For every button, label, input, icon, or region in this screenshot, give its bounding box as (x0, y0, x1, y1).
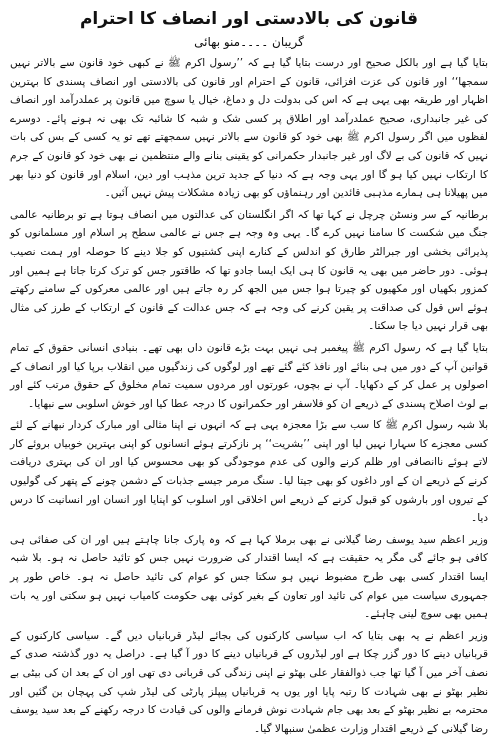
paragraph: بتایا گیا ہے اور بالکل صحیح اور درست بتایا گیا ہے کہ ’’رسول اکرم ﷺ نے کبھی خود قانون سے بالاتر نہیں سمجھا‘‘ اور قانون کی عزت افزائی، قانون کے احترام اور قانون کی بالادستی اور انصاف پسندی کا بہترین اظہار اور طریقہ بھی یہی ہے کہ اس کی بدولت دل و دماغ، خیال یا سوچ میں قانون پر عملدرآمد اور انصاف کی غیر جانبداری، صحیح عملدرآمد اور اطلاق پر کسی شک و شبہ کا شائبہ تک بھی نہ ہونے پائے۔ دوسرے لفظوں میں اگر رسول اکرم ﷺ بھی خود کو قانون سے بالاتر نہیں سمجھتے تھے تو یہ کسی کے بس کی بات نہیں کہ قانون کی بے لاگ اور غیر جانبدار حکمرانی کو یقینی بنانے والے منتظمین نے بھی خود کو قانون کے جرم کا ارتکاب نہیں کیا ہو گا اور یہی وجہ ہے کہ دنیا کے جدید ترین مذہب اور دین، اسلام اور قانون کو دنیا بھر میں پھیلانا ہی ہمارے مذہبی قائدین اور رہنماؤں کو بھی زیادہ مشکلات پیش نہیں آئیں۔ (10, 57, 488, 200)
paragraph: وزیر اعظم نے یہ بھی بتایا کہ اب سیاسی کارکنوں کی بجائے لیڈر قربانیاں دیں گے۔ سیاسی کارکنوں کے قربانیاں دینے کا دور گزر چکا ہے اور لیڈروں کے قربانیاں دینے کا دور آ گیا ہے۔ دراصل یہ دور گذشتہ صدی کے نصف آخر میں آ گیا تھا جب ذوالفقار علی بھٹو نے اپنی زندگی کی قربانی دی تھی اور ان کے بعد ان کی بیٹی بے نظیر بھٹو نے بھی شہادت کا رتبہ پایا اور یوں یہ قربانیاں پیپلز پارٹی کی لیڈر شپ کی پہچان بن گئیں اور محترمہ بے نظیر بھٹو کے بعد بھی جام شہادت نوش فرمانے والوں کی قیادت کا درجہ رکھنے کے بعد سید یوسف رضا گیلانی کے ذریعے اقتدار وزارت عظمیٰ سنبھالا گیا۔ (10, 629, 488, 735)
paragraph: وزیر اعظم سید یوسف رضا گیلانی نے بھی برملا کہا ہے کہ وہ پارک جانا چاہتے ہیں اور ان کی صفائی ہی کافی ہو جائے گی مگر یہ حقیقت ہے کہ ایسا اقتدار کی ضرورت نہیں جس کو تائید حاصل نہ ہو۔ بلا شبہ ایسا اقتدار کسی بھی طرح مضبوط نہیں ہو سکتا جس کو عوام کی تائید حاصل نہ ہو۔ خاص طور پر جمہوری سیاست میں عوام کی تائید اور تعاون کے بغیر کوئی بھی حکومت کامیاب نہیں ہو سکتی اور یہ بات ہمیں بھی سوچ لینی چاہئے۔ (10, 533, 488, 621)
article-title: قانون کی بالادستی اور انصاف کا احترام (79, 9, 419, 29)
article-body (10, 54, 488, 738)
paragraph: بلا شبہ رسول اکرم ﷺ کا سب سے بڑا معجزہ یہی ہے کہ انہوں نے اپنا مثالی اور مبارک کردار نبھانے کے لئے کسی معجزے کا سہارا نہیں لیا اور اپنی ’’بشریت‘‘ پر نازکرتے ہوئے انسانوں کو اپنی بہترین خوبیاں بروئے کار لاتے ہوئے ناانصافی اور ظلم کرنے والوں کی عدم موجودگی کو بھی محسوس کیا اور ان کی بہتری دریافت کرنے کے ذریعے ان کے اور داغوں کو بھی جیتا لیا۔ سنگ مرمر جیسے جذبات کے دشمن چونے کے پتھر کی گولیوں کے تیروں اور بارشوں کو قبول کرنے کے ذریعے اس اخلاقی اور اسلوب کو اپنایا اور انسان اور انسانیت کا درس دیا۔ (10, 419, 488, 525)
paragraph: بتایا گیا ہے کہ رسول اکرم ﷺ پیغمبر ہی نہیں بہت بڑے قانون داں بھی تھے۔ بنیادی انسانی حقوق کے تمام قوانین آپ کے دور میں ہی بنائے اور نافذ کئے گئے تھے اور لوگوں کی زندگیوں میں انقلاب برپا کیا اور انصاف کے اصولوں پر عمل کر کے دکھایا۔ آپ نے بچوں، عورتوں اور مردوں سمیت تمام مخلوق کے حقوق مرتب کئے اور بے لوث اصلاح پسندی کے ذریعے ان کو فلاسفر اور حکمرانوں کا درجہ عطا کیا اور خوش اسلوبی سے نبھایا۔ (10, 341, 488, 410)
paragraph: برطانیہ کے سر ونسٹن چرچل نے کہا تھا کہ اگر انگلستان کی عدالتوں میں انصاف ہوتا ہے تو برطانیہ عالمی جنگ میں شکست کا سامنا نہیں کرے گا۔ یہی وہ وجہ ہے جس نے عالمی سطح پر اسلام اور مسلمانوں کو پذیرائی بخشی اور جبرالٹر طارق کو اندلس کے کنارے اپنی کشتیوں کو جلا دینے کا حوصلہ اور ہمت نصیب ہوئی۔ دور حاضر میں بھی یہ قانون کا ہی ایک ایسا جادو تھا کہ طاقتور جس کو ترک کرتا جاتا ہے ہمیں اور کمزور بکھیاں اور مکھیوں کو چیرتا ہوا جس میں الجھ کر رہ جاتے ہیں اور عالمی معرکوں کے سامنے رکھتے ہوئے اس قول کی صداقت پر یقین کرنے کی وجہ ہے کہ جس عدالت کے قانون کے ارتکاب کے طرز کی مثال بھی قرار نہیں دیا جا سکتا۔ (10, 208, 488, 333)
article-byline: گریبان ۔۔۔۔منو بھائی (194, 35, 304, 49)
